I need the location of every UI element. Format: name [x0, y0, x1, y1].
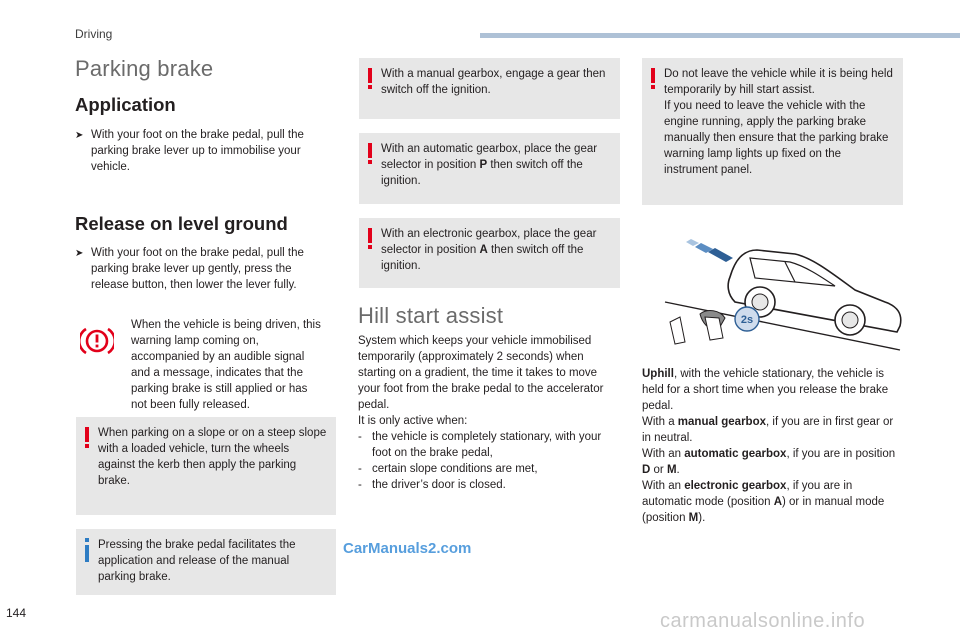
electronic-gearbox-warning-text — [381, 226, 612, 274]
electronic-gearbox-position: A — [479, 244, 488, 256]
uphill-text-4b: , if you are in automatic mode (position — [642, 480, 853, 508]
uphill-description — [642, 366, 904, 526]
info-icon — [85, 538, 89, 542]
warning-icon-dot — [651, 85, 655, 89]
uphill-text-3c: or — [650, 464, 667, 476]
slope-warning-box — [76, 417, 336, 515]
automatic-gearbox-warning-text — [381, 141, 612, 189]
warning-icon — [651, 68, 655, 83]
parking-brake-warning-lamp-icon — [80, 326, 114, 361]
condition-item: - the vehicle is completely stationary, with your foot on the brake pedal, — [358, 429, 620, 461]
info-note-box — [76, 529, 336, 595]
warning-icon-dot — [368, 245, 372, 249]
uphill-para-3 — [642, 446, 904, 478]
electronic-gearbox-text-after: then switch off the ignition. — [381, 244, 584, 272]
hill-start-paragraph: System which keeps your vehicle immobilised temporarily (approximately 2 seconds) when starting on a gradient, the time it takes to move your foot from the brake pedal to the accelerator pedal. — [358, 335, 604, 411]
uphill-text-3d: . — [676, 464, 680, 476]
page-title: Parking brake — [75, 56, 214, 81]
position-m: M — [666, 464, 677, 476]
release-bullet — [75, 245, 330, 293]
uphill-text-3b: , if you are in position — [786, 448, 896, 460]
position-d: D — [642, 464, 651, 476]
auto-gearbox-position: P — [479, 159, 488, 171]
warning-icon-dot — [368, 160, 372, 164]
uphill-para-1 — [642, 366, 904, 414]
release-bullet-text: With your foot on the brake pedal, pull the parking brake lever up gently, press the release button, then lower the lever fully. — [91, 247, 304, 291]
uphill-text-4a: With an — [642, 480, 685, 492]
electronic-gearbox-warning-box — [359, 218, 620, 288]
electronic-gearbox-bold: electronic gearbox — [684, 480, 787, 492]
info-icon-bar — [85, 545, 89, 562]
header-bar — [480, 33, 960, 38]
condition-item: - the driver’s door is closed. — [358, 479, 506, 491]
uphill-bold: Uphill — [642, 368, 674, 380]
hill-start-warning-line2: If you need to leave the vehicle with the engine running, apply the parking brake manually then ensure that the parking brake warning lamp lights up fixed on the instrument panel. — [664, 100, 889, 176]
slope-warning-text: When parking on a slope or on a steep slope with a loaded vehicle, turn the wheels against the kerb then apply the parking brake. — [98, 427, 327, 487]
uphill-text-2a: With a — [642, 416, 678, 428]
hill-start-body — [358, 333, 620, 493]
warning-icon-dot — [85, 444, 89, 448]
hill-start-warning-line1: Do not leave the vehicle while it is being held temporarily by hill start assist. — [664, 68, 893, 96]
warning-icon-dot — [368, 85, 372, 89]
page-number: 144 — [6, 606, 27, 620]
uphill-para-2 — [642, 414, 904, 446]
timer-badge: 2s — [740, 314, 754, 326]
condition-item: - certain slope conditions are met, — [358, 463, 538, 475]
electronic-gearbox-text-before: With an electronic gearbox, place the gear selector in position — [381, 228, 597, 256]
watermark-carmanualsonline[interactable]: carmanualsonline.info — [660, 610, 866, 632]
manual-gearbox-warning-text: With a manual gearbox, engage a gear then switch off the ignition. — [381, 68, 606, 96]
info-note-text: Pressing the brake pedal facilitates the application and release of the manual parking brake. — [98, 539, 296, 583]
condition-text: the vehicle is completely stationary, with your foot on the brake pedal, — [372, 431, 602, 459]
application-heading: Application — [75, 94, 176, 115]
manual-gearbox-warning-box — [359, 58, 620, 119]
uphill-text-4c: ) or in manual mode (position — [642, 496, 885, 524]
condition-text: the driver’s door is closed. — [372, 479, 506, 491]
watermark-carmanuals2[interactable]: CarManuals2.com — [343, 540, 472, 557]
uphill-text-3a: With an — [642, 448, 685, 460]
warning-icon — [368, 143, 372, 158]
hill-start-warning-text — [664, 66, 895, 178]
automatic-gearbox-warning-box — [359, 133, 620, 204]
hill-start-warning-box — [642, 58, 903, 205]
hill-start-only-active: It is only active when: — [358, 415, 468, 427]
auto-gearbox-text-before: With an automatic gearbox, place the gear selector in position — [381, 143, 598, 171]
hill-start-illustration — [645, 222, 905, 357]
condition-text: certain slope conditions are met, — [372, 463, 538, 475]
automatic-gearbox-bold: automatic gearbox — [684, 448, 787, 460]
warning-icon — [368, 68, 372, 83]
section-label: Driving — [75, 27, 113, 41]
uphill-text-4d: ). — [698, 512, 706, 524]
uphill-para-4 — [642, 478, 904, 526]
warning-lamp-text: When the vehicle is being driven, this warning lamp coming on, accompanied by an audible signal and a message, indicates that the parking brake is still applied or has not been fully released. — [131, 319, 321, 411]
uphill-text-2b: , if you are in first gear or in neutral. — [642, 416, 894, 444]
application-bullet — [75, 127, 330, 175]
bullet-arrow-icon: ➤ — [75, 248, 84, 259]
uphill-text-1: , with the vehicle stationary, the vehicle is held for a short time when you release the brake pedal. — [642, 368, 889, 412]
manual-gearbox-bold: manual gearbox — [677, 416, 766, 428]
bullet-arrow-icon: ➤ — [75, 130, 84, 141]
warning-icon — [368, 228, 372, 243]
warning-icon — [85, 427, 89, 442]
position-m-manual: M — [688, 512, 699, 524]
position-a: A — [773, 496, 782, 508]
release-heading: Release on level ground — [75, 213, 288, 234]
hill-start-title: Hill start assist — [358, 303, 504, 328]
auto-gearbox-text-after: then switch off the ignition. — [381, 159, 583, 187]
application-bullet-text: With your foot on the brake pedal, pull the parking brake lever up to immobilise your vehicle. — [91, 129, 304, 173]
